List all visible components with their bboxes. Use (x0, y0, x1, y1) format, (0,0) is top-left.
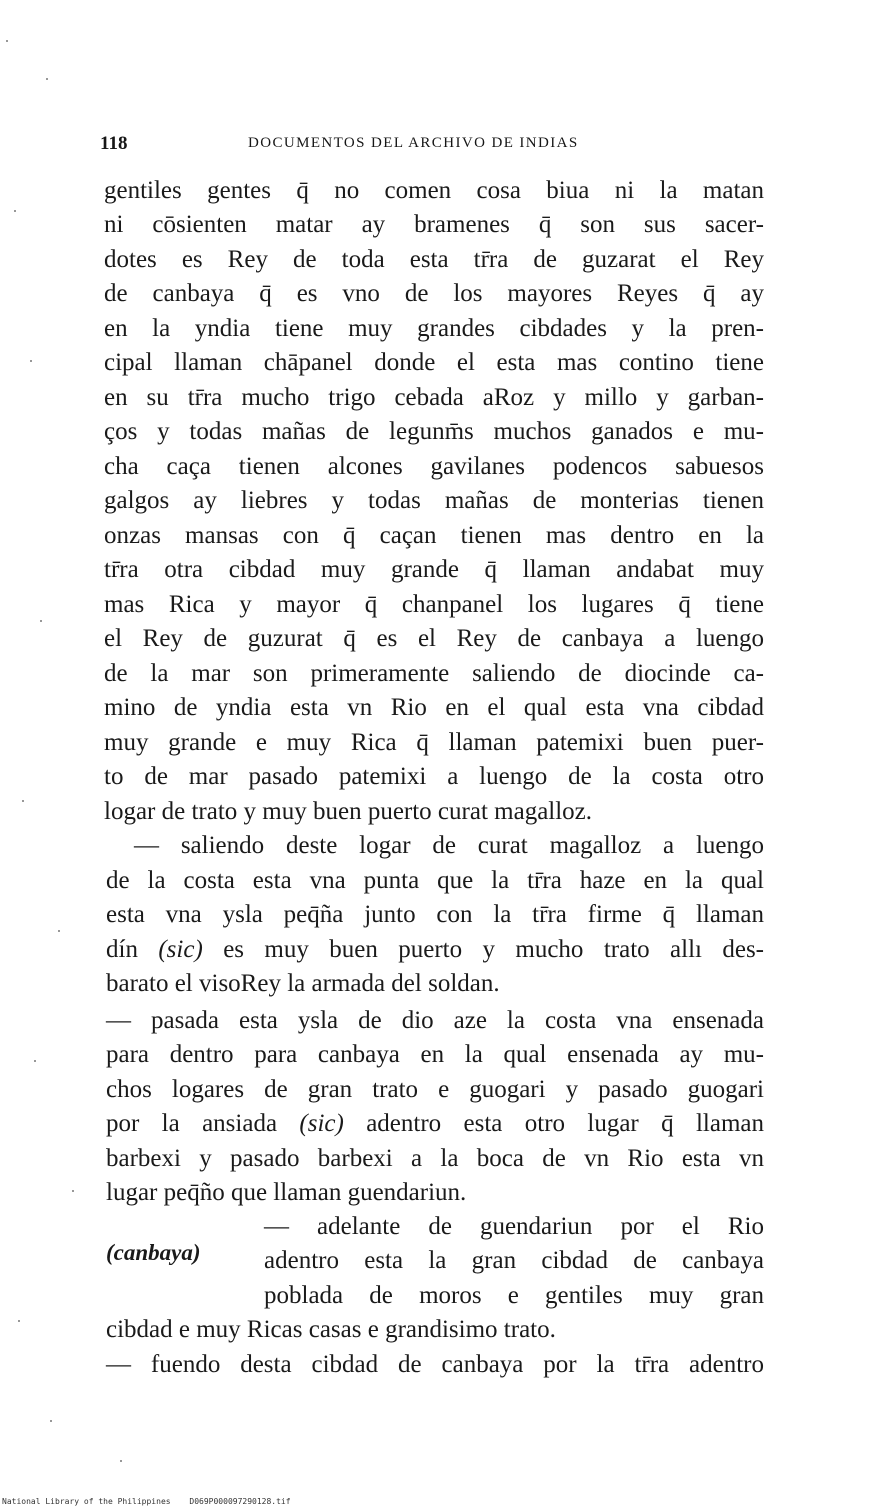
text-line: cipal llaman chāpanel donde el esta mas contino tiene (104, 349, 764, 376)
text-line: esta vna ysla peq̄ña junto con la tr̄ra firme q̄ llaman (106, 901, 764, 928)
text-line: lugar peq̄ño que llaman guendariun. (106, 1179, 467, 1206)
text-line: gentiles gentes q̄ no comen cosa biua ni la matan (104, 177, 764, 204)
text-line: barato el visoRey la armada del soldan. (106, 970, 500, 997)
margin-note: (canbaya) (106, 1240, 201, 1265)
file-id: D069P000097290128.tif (189, 1497, 291, 1506)
text-line: para dentro para canbaya en la qual ensenada ay mu- (106, 1041, 764, 1068)
text-line (106, 1109, 764, 1139)
speck (18, 1320, 20, 1322)
text-line: en su tr̄ra mucho trigo cebada aRoz y millo y garban- (104, 384, 764, 411)
text-line: cha caça tienen alcones gavilanes podencos sabuesos (104, 453, 764, 480)
text-line: to de mar pasado patemixi a luengo de la costa otro (104, 763, 764, 790)
text-line: ni cōsienten matar ay bramenes q̄ son sus sacer- (104, 211, 764, 238)
speck (58, 930, 60, 932)
text-line: dotes es Rey de toda esta tr̄ra de guzarat el Rey (104, 246, 764, 273)
speck (120, 1460, 122, 1462)
speck (6, 40, 8, 42)
text-line: adentro esta la gran cibdad de canbaya (264, 1247, 764, 1274)
sic-annotation: (sic) (158, 936, 203, 963)
running-head: DOCUMENTOS DEL ARCHIVO DE INDIAS (248, 135, 579, 151)
text-segment: dín (106, 936, 138, 963)
text-segment: es muy buen puerto y mucho trato allı des- (223, 936, 765, 963)
text-line: el Rey de guzurat q̄ es el Rey de canbaya a luengo (104, 625, 764, 652)
speck (34, 1060, 36, 1062)
text-line: — saliendo deste logar de curat magalloz a luengo (134, 832, 764, 859)
speck (22, 800, 24, 802)
speck (50, 1420, 52, 1422)
text-line: barbexi y pasado barbexi a la boca de vn Rio esta vn (106, 1145, 764, 1172)
text-line: — adelante de guendariun por el Rio (264, 1213, 764, 1240)
text-line: logar de trato y muy buen puerto curat magalloz. (104, 798, 593, 825)
text-line: — pasada esta ysla de dio aze la costa vna ensenada (106, 1007, 764, 1034)
text-line: chos logares de gran trato e guogari y pasado guogari (106, 1076, 764, 1103)
text-line (106, 935, 764, 965)
text-line: mino de yndia esta vn Rio en el qual esta vna cibdad (104, 694, 764, 721)
text-line: onzas mansas con q̄ caçan tienen mas dentro en la (104, 522, 764, 549)
speck (40, 620, 42, 622)
text-line: muy grande e muy Rica q̄ llaman patemixi buen puer- (104, 729, 764, 756)
speck (30, 360, 32, 362)
text-line: de la mar son primeramente saliendo de diocinde ca- (104, 660, 764, 687)
page-header (100, 133, 765, 157)
library-credit: National Library of the Philippines (2, 1497, 171, 1506)
text-segment: por la ansiada (106, 1110, 278, 1137)
sic-annotation: (sic) (299, 1110, 344, 1137)
text-line: — fuendo desta cibdad de canbaya por la tr̄ra adentro (106, 1351, 764, 1378)
speck (46, 78, 48, 80)
speck (72, 1190, 74, 1192)
text-line: de canbaya q̄ es vno de los mayores Reyes q̄ ay (104, 280, 764, 307)
scan-footer (2, 1497, 305, 1506)
text-line: de la costa esta vna punta que la tr̄ra haze en la qual (106, 867, 764, 894)
text-line: ços y todas mañas de legunm̄s muchos ganados e mu- (104, 418, 764, 445)
speck (14, 210, 16, 212)
text-line: mas Rica y mayor q̄ chanpanel los lugares q̄ tiene (104, 591, 764, 618)
page-number: 118 (100, 133, 128, 154)
text-line: en la yndia tiene muy grandes cibdades y la pren- (104, 315, 764, 342)
text-line: tr̄ra otra cibdad muy grande q̄ llaman andabat muy (104, 556, 764, 583)
text-line: galgos ay liebres y todas mañas de monterias tienen (104, 487, 764, 514)
text-segment: adentro esta otro lugar q̄ llaman (366, 1110, 764, 1137)
text-line: poblada de moros e gentiles muy gran (264, 1282, 764, 1309)
text-line: cibdad e muy Ricas casas e grandisimo trato. (106, 1316, 556, 1343)
